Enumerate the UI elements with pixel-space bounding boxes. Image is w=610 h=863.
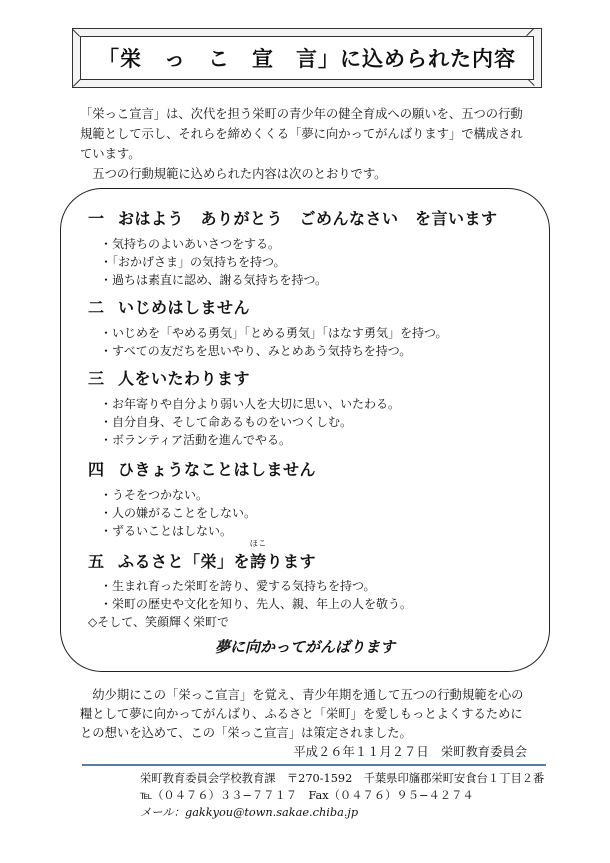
section-number: 四 [88,460,105,479]
ruby-kanji: 誇 [250,552,267,571]
frame-corner [526,28,534,36]
footer-divider [82,764,546,766]
section-title: 人をいたわります [118,369,251,388]
section-number: 二 [88,298,105,317]
contact-email: メール：gakkyou@town.sakae.chiba.jp [140,806,359,819]
section-number: 一 [88,209,105,228]
intro-line: ています。 [80,147,141,161]
intro-line: 五つの行動規範に込められた内容は次のとおりです。 [92,167,387,181]
closing-line: との想いを込めて、この「栄っこ宣言」は策定されました。 [80,726,412,740]
list-item: ・お年寄りや自分より弱い人を大切に思い、いたわる。 [100,397,401,411]
section-title-pre: ふるさと「栄」を [118,552,251,571]
contact-info [140,770,550,821]
list-item: ・生まれ育った栄町を誇り、愛する気持ちを持つ。 [100,579,376,593]
contact-phone: ℡（０４７６）３３−７７１７ Fax（０４７６）９５−４２７４ [140,789,474,802]
closing-note: ◇そして、笑顔輝く栄町で [88,615,229,629]
section-heading-4 [88,457,316,480]
ruby-word [249,539,267,572]
list-item: ・気持ちのよいあいさつをする。 [100,237,281,251]
page-title: 「栄 っ こ 宣 言」に込められた内容 [98,47,516,71]
section-heading-3 [88,366,250,389]
title-inner [80,36,534,80]
list-item: ・自分自身、そして命あるものをいつくしむ。 [100,415,353,429]
contact-address: 栄町教育委員会学校教育課 〒270-1592 千葉県印旛郡栄町安食台１丁目２番 [140,772,545,785]
list-item: ・人の嫌がることをしない。 [100,506,257,520]
section-heading-5 [88,539,317,572]
closing-text [80,686,535,762]
section-title: いじめはしません [118,298,251,317]
closing-line: 糧として夢に向かってがんばり、ふるさと「栄町」を愛しもっとよくするために [80,707,523,721]
intro-text [80,104,535,184]
list-item: ・「おかげさま」の気持ちを持つ。 [100,255,286,269]
frame-corner [73,79,81,87]
ruby-reading: ほこ [249,539,267,548]
closing-line: 幼少期にこの「栄っこ宣言」を覚え、青少年期を通して五つの行動規範を心の [92,688,524,702]
slogan: 夢に向かってがんばります [214,638,395,656]
section-title: おはよう ありがとう ごめんなさい を言います [118,209,498,228]
section-number: 三 [88,369,105,388]
section-number: 五 [88,552,105,571]
list-item: ・いじめを「やめる勇気」「とめる勇気」「はなす勇気」を持つ。 [100,326,448,340]
list-item: ・栄町の歴史や文化を知り、先人、親、年上の人を敬う。 [100,597,413,611]
section-heading-1 [88,206,498,229]
list-item: ・ずるいことはしない。 [100,524,233,538]
section-title: ひきょうなことはしません [118,460,317,479]
section-title-post: ります [266,552,317,571]
intro-line: 「栄っこ宣言」は、次代を担う栄町の青少年の健全育成への願いを、五つの行動 [80,107,523,121]
frame-corner [72,29,80,37]
list-item: ・ボランティア活動を進んでやる。 [100,433,292,447]
signature: 平成２６年１１月２７日 栄町教育委員会 [293,745,527,759]
title-frame [72,28,542,88]
intro-line: 規範として示し、それらを締めくくる「夢に向かってがんばります」で構成され [80,127,523,141]
list-item: ・うそをつかない。 [100,488,209,502]
list-item: ・過ちは素直に認め、謝る気持ちを持つ。 [100,273,328,287]
section-heading-2 [88,295,250,318]
list-item: ・すべての友だちを思いやり、みとめあう気持ちを持つ。 [100,344,412,358]
